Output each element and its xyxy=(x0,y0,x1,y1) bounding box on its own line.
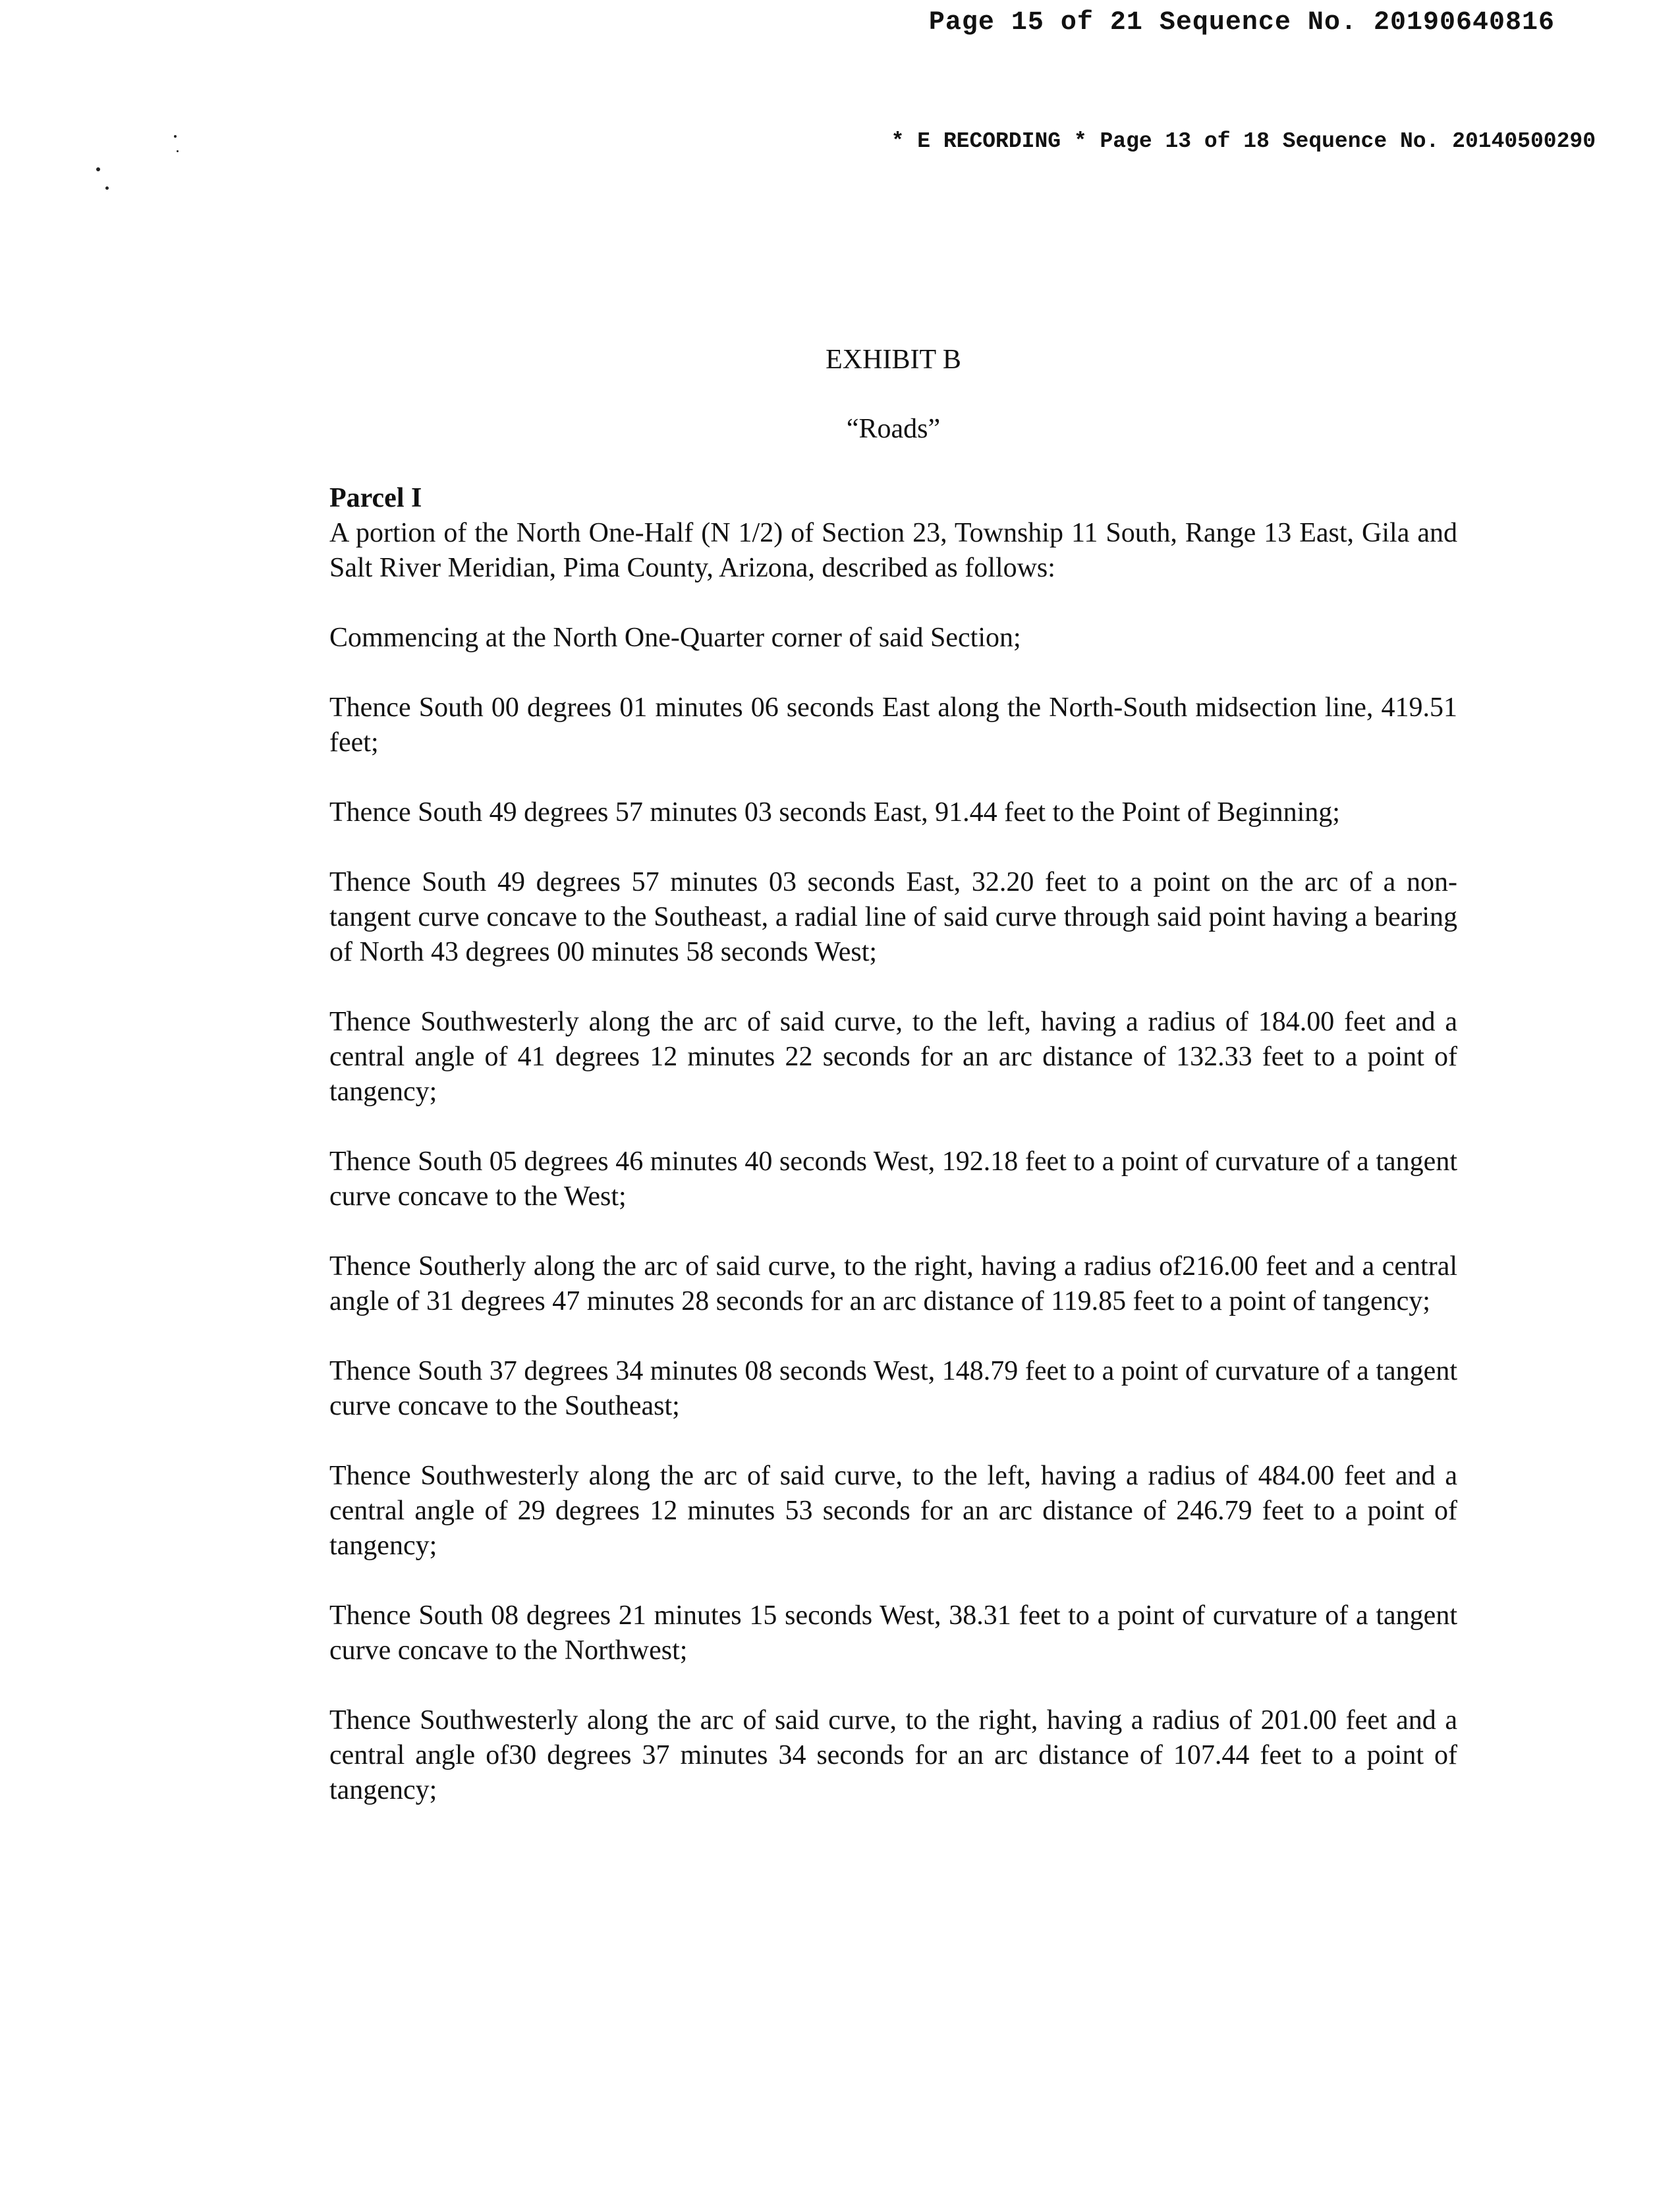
paragraph: Thence South 00 degrees 01 minutes 06 seconds East along the North-South midsection line, 419.51 feet; xyxy=(329,692,1457,758)
exhibit-subtitle: “Roads” xyxy=(846,414,941,444)
document-body xyxy=(329,343,1457,1843)
paragraph: Thence South 05 degrees 46 minutes 40 seconds West, 192.18 feet to a point of curvature of a tangent curve concave to the West; xyxy=(329,1146,1457,1212)
scan-speck xyxy=(177,150,179,152)
paragraph: Thence South 49 degrees 57 minutes 03 seconds East, 91.44 feet to the Point of Beginning; xyxy=(329,797,1340,828)
paragraph: A portion of the North One-Half (N 1/2) of Section 23, Township 11 South, Range 13 East, Gila and Salt River Meridian, Pima County, Arizona, described as follows: xyxy=(329,518,1457,583)
paragraph: Thence South 49 degrees 57 minutes 03 seconds East, 32.20 feet to a point on the arc of a non-tangent curve concave to the Southeast, a radial line of said curve through said point having a bearing of North 43 degrees 00 minutes 58 seconds West; xyxy=(329,867,1457,967)
paragraph: Thence Southwesterly along the arc of said curve, to the left, having a radius of 484.00 feet and a central angle of 29 degrees 12 minutes 53 seconds for an arc distance of 246.79 feet to a point of tangency; xyxy=(329,1461,1457,1561)
recording-header-secondary: * E RECORDING * Page 13 of 18 Sequence No. 20140500290 xyxy=(891,129,1596,154)
parcel-heading: Parcel I xyxy=(329,483,422,513)
scan-speck xyxy=(174,135,177,138)
scan-speck xyxy=(96,167,100,171)
paragraph: Commencing at the North One-Quarter corner of said Section; xyxy=(329,623,1021,653)
paragraph: Thence South 08 degrees 21 minutes 15 seconds West, 38.31 feet to a point of curvature of a tangent curve concave to the Northwest; xyxy=(329,1600,1457,1666)
scan-speck xyxy=(105,186,109,190)
paragraph: Thence Southerly along the arc of said curve, to the right, having a radius of216.00 feet and a central angle of 31 degrees 47 minutes 28 seconds for an arc distance of 119.85 feet to a point of tangency; xyxy=(329,1251,1457,1316)
paragraph: Thence Southwesterly along the arc of said curve, to the right, having a radius of 201.00 feet and a central angle of30 degrees 37 minutes 34 seconds for an arc distance of 107.44 feet to a point of tangency; xyxy=(329,1705,1457,1805)
recording-header-primary: Page 15 of 21 Sequence No. 20190640816 xyxy=(928,8,1555,38)
paragraph: Thence South 37 degrees 34 minutes 08 seconds West, 148.79 feet to a point of curvature of a tangent curve concave to the Southeast; xyxy=(329,1356,1457,1421)
exhibit-title: EXHIBIT B xyxy=(826,345,961,375)
paragraph: Thence Southwesterly along the arc of said curve, to the left, having a radius of 184.00 feet and a central angle of 41 degrees 12 minutes 22 seconds for an arc distance of 132.33 feet to a point of tangency; xyxy=(329,1007,1457,1107)
